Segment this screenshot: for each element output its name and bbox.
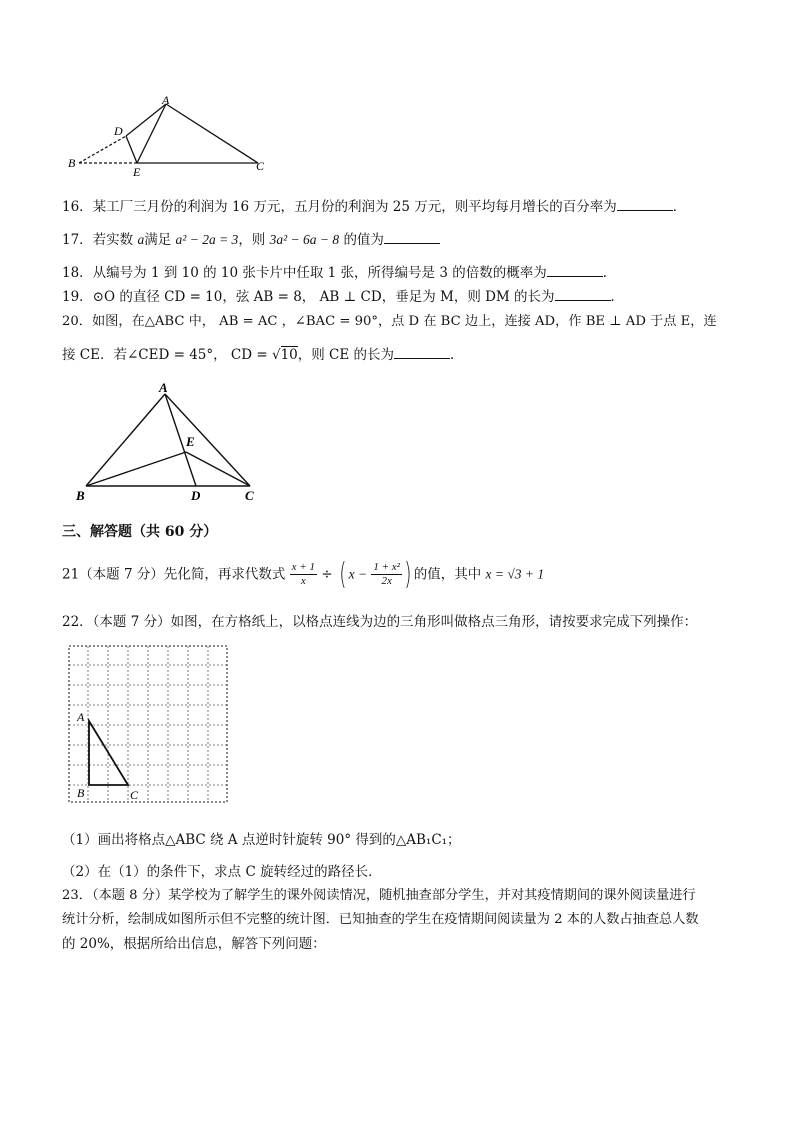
q22-sub1: （1）画出将格点△ABC 绕 A 点逆时针旋转 90° 得到的△AB₁C₁；	[62, 832, 461, 848]
question-23-line-1	[62, 886, 696, 906]
fig1-label-D: D	[114, 124, 123, 138]
question-21	[62, 552, 544, 596]
q23-line1: 23．（本题 8 分）某学校为了解学生的课外阅读情况，随机抽查部分学生，并对其疫情期间的课外阅读量进行	[62, 888, 696, 903]
q16-text: 16．某工厂三月份的利润为 16 万元，五月份的利润为 25 万元，则平均每月增长的百分率为	[62, 199, 617, 215]
fig2-label-E: E	[186, 434, 195, 449]
grid-triangle-ABC	[89, 721, 128, 785]
figure-1-triangle	[62, 92, 282, 182]
q22-text: 22．（本题 7 分）如图，在方格纸上，以格点连线为边的三角形叫做格点三角形，请按要求完成下列操作：	[62, 614, 698, 630]
fig2-segment-CE	[186, 452, 250, 486]
q19-text: 19．⊙O 的直径 CD = 10，弦 AB = 8， AB ⊥ CD，垂足为 M，则 DM 的长为	[62, 289, 555, 305]
fig1-label-E: E	[133, 165, 141, 179]
q21-inner-x: x −	[348, 566, 368, 582]
q19-answer-blank[interactable]	[555, 286, 611, 301]
question-20-line-1	[62, 312, 717, 332]
section-3-title: 三、解答题（共 60 分）	[62, 524, 218, 540]
q19-end: ．	[610, 289, 625, 305]
fig1-segment-DE	[126, 136, 137, 163]
q21-suffix: 的值，其中	[413, 566, 482, 583]
question-23-line-2	[62, 910, 699, 930]
q16-end: ．	[672, 199, 687, 215]
fig1-segment-AC	[166, 104, 258, 163]
q18-answer-blank[interactable]	[547, 262, 603, 277]
fig1-segment-AD	[126, 104, 166, 136]
q21-prefix: 21（本题 7 分）先化简，再求代数式	[62, 566, 286, 583]
question-23-line-3	[62, 934, 326, 954]
grid-label-A: A	[77, 710, 85, 724]
q17-answer-blank[interactable]	[384, 229, 440, 244]
fig2-label-A: A	[159, 382, 168, 395]
grid-label-C: C	[130, 788, 139, 802]
question-22-part-1	[62, 830, 461, 850]
q20-answer-blank[interactable]	[394, 344, 450, 359]
q22-sub2: （2）在（1）的条件下，求点 C 旋转经过的路径长．	[62, 864, 382, 880]
q20-sqrt-sign: √	[271, 347, 281, 363]
q21-divide-sign: ÷	[321, 566, 333, 583]
q17-var: a	[137, 232, 145, 247]
fig1-segment-AE	[137, 104, 166, 163]
question-16	[62, 196, 686, 217]
q18-text: 18．从编号为 1 到 10 的 10 张卡片中任取 1 张，所得编号是 3 的倍数的概率为	[62, 265, 547, 281]
q20-line1: 20．如图，在△ABC 中， AB = AC ，∠BAC = 90°，点 D 在 BC 边上，连接 AD，作 BE ⊥ AD 于点 E，连	[62, 314, 717, 329]
question-22	[62, 612, 697, 632]
question-22-part-2	[62, 862, 382, 882]
question-19	[62, 286, 624, 307]
q21-left-paren: (	[339, 556, 347, 592]
question-20-line-2	[62, 344, 464, 365]
q21-frac2-numerator: 1 + x²	[373, 561, 400, 573]
fig2-segment-AC	[165, 394, 250, 486]
q21-fraction-1	[290, 561, 317, 588]
q23-line2: 统计分析，绘制成如图所示但不完整的统计图．已知抽查的学生在疫情期间阅读量为 2 本的人数占抽查总人数	[62, 912, 699, 927]
q16-answer-blank[interactable]	[617, 196, 673, 211]
question-17	[62, 229, 440, 250]
q23-line3: 的 20%，根据所给出信息，解答下列问题：	[62, 936, 326, 952]
q21-right-paren: )	[404, 556, 412, 592]
grid-lines	[69, 646, 227, 802]
q20-line2b: ，则 CE 的长为	[297, 347, 395, 363]
q21-frac1-numerator: x + 1	[291, 561, 315, 573]
grid-figure	[68, 645, 230, 805]
fig1-label-A: A	[162, 93, 170, 107]
fig2-label-D: D	[191, 488, 201, 503]
q17-mid2: ，则	[238, 232, 266, 248]
q20-sqrt-value: 10	[280, 347, 298, 363]
q21-frac1-denominator: x	[300, 575, 306, 587]
q17-equation: a² − 2a = 3	[175, 232, 239, 247]
q21-frac2-denominator: 2x	[381, 575, 392, 587]
q17-suffix: 的值为	[343, 232, 384, 248]
fig1-label-B: B	[68, 156, 76, 170]
q20-line2a: 接 CE．若∠CED = 45°， CD =	[62, 347, 272, 363]
question-18	[62, 262, 616, 283]
q21-fraction-2	[371, 561, 402, 588]
fig2-label-C: C	[245, 488, 254, 503]
fig1-label-C: C	[256, 159, 265, 173]
q18-end: ．	[602, 265, 617, 281]
q20-end: ．	[450, 347, 464, 363]
q21-value: x = √3 + 1	[485, 566, 545, 582]
q17-expression: 3a² − 6a − 8	[269, 232, 340, 247]
grid-label-B: B	[77, 786, 85, 800]
q17-mid: 满足	[144, 232, 172, 248]
q17-prefix: 17．若实数	[62, 232, 138, 248]
fig2-label-B: B	[76, 488, 85, 503]
fig1-dashed-BD	[79, 136, 126, 163]
figure-2-triangle	[70, 382, 270, 507]
